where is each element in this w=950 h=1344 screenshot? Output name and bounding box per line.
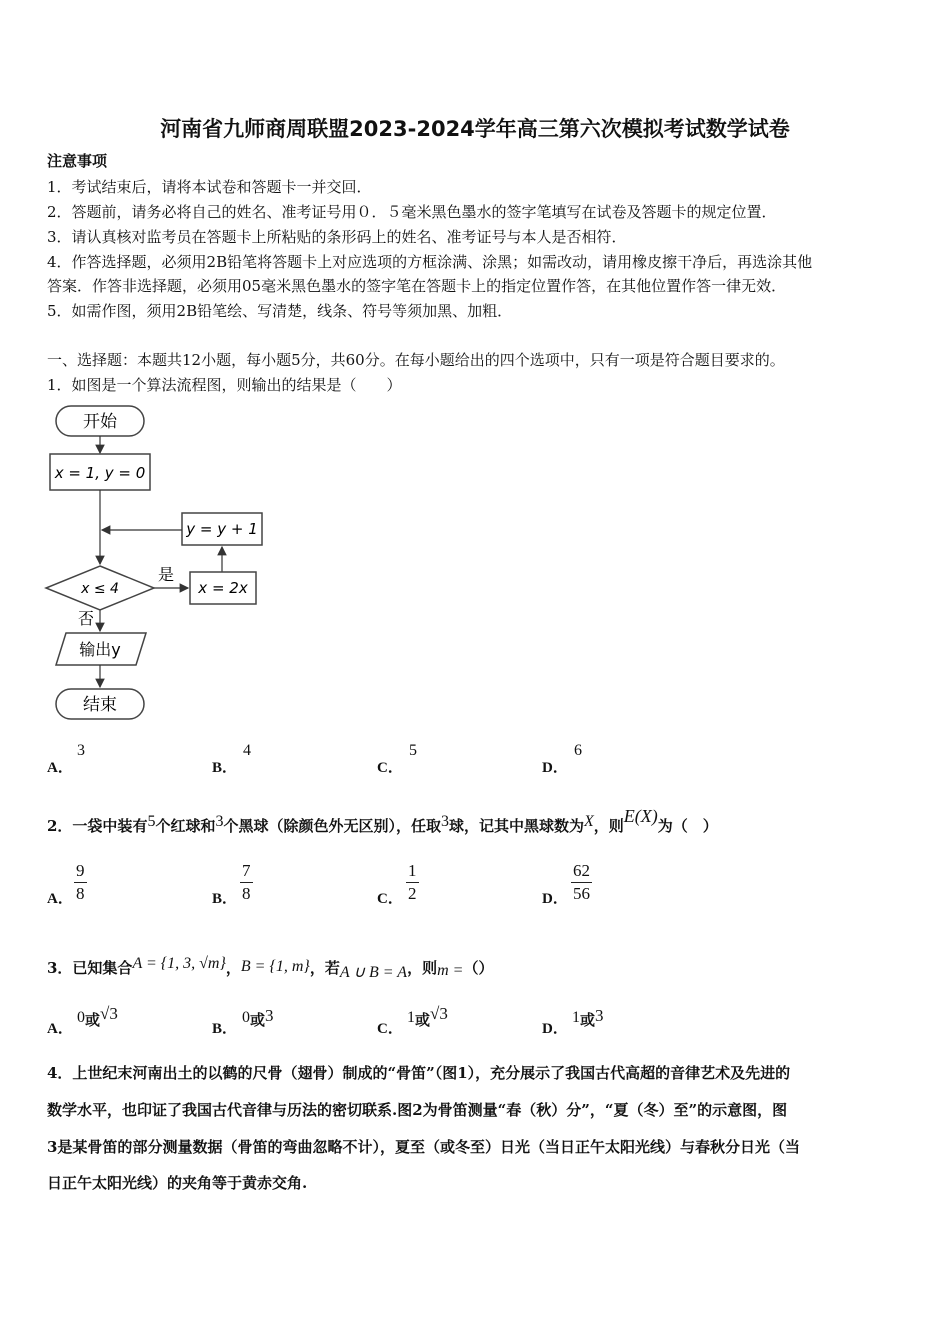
notice-heading: 注意事项 xyxy=(47,152,108,170)
q3-text-5: （） xyxy=(463,959,494,977)
q2-option-a-den: 8 xyxy=(76,884,85,903)
question-4-line-2: 数学水平，也印证了我国古代音律与历法的密切联系.图2为骨笛测量“春（秋）分”，“夏（冬）至”的示意图，图 xyxy=(47,1101,788,1119)
q3-option-b-or: 或 xyxy=(250,1011,266,1029)
notice-item-4: 4．作答选择题，必须用2B铅笔将答题卡上对应选项的方框涂满、涂黑；如需改动，请用橡皮擦干净后，再选涂其他 xyxy=(47,253,813,271)
q3-option-d-second: 3 xyxy=(595,1006,604,1025)
q2-text-1: 2．一袋中装有 xyxy=(47,817,148,835)
q3-option-c-letter: C． xyxy=(377,1021,403,1037)
question-2-stem xyxy=(47,806,718,837)
q2-option-b-num: 7 xyxy=(240,860,253,883)
q2-option-a-fraction xyxy=(74,860,87,905)
q3-option-d-first: 1 xyxy=(572,1009,580,1026)
q3-option-a xyxy=(77,1004,118,1030)
q1-option-d-letter: D． xyxy=(542,760,568,776)
q3-set-a: A = {1, 3, √m} xyxy=(132,955,226,972)
q1-option-d-value: 6 xyxy=(574,742,582,759)
q2-option-a-letter: A． xyxy=(47,891,73,907)
question-4-line-4: 日正午太阳光线）的夹角等于黄赤交角. xyxy=(47,1174,308,1192)
q3-text-2: ， xyxy=(225,959,241,977)
q2-option-a-num: 9 xyxy=(74,860,87,883)
notice-item-2: 2．答题前，请务必将自己的姓名、准考证号用０．５毫米黑色墨水的签字笔填写在试卷及答题卡的规定位置． xyxy=(47,203,777,221)
q3-option-b-letter: B． xyxy=(212,1021,238,1037)
q2-option-d-letter: D． xyxy=(542,891,568,907)
q2-text-6: 为（ ） xyxy=(657,817,718,835)
q2-text-4: 球，记其中黑球数为 xyxy=(448,817,584,835)
q3-option-c-first: 1 xyxy=(407,1009,415,1026)
flow-update-x-label: x = 2x xyxy=(198,579,248,597)
question-3-stem xyxy=(47,955,494,981)
question-1-stem: 1．如图是一个算法流程图，则输出的结果是（ ） xyxy=(47,376,402,394)
q2-num-take: 3 xyxy=(440,813,449,830)
q2-text-3: 个黑球（除颜色外无区别），任取 xyxy=(223,817,441,835)
q2-num-red: 5 xyxy=(147,813,156,830)
q2-option-c-den: 2 xyxy=(408,884,417,903)
q3-m: m = xyxy=(437,962,464,979)
flow-output-label: 输出y xyxy=(79,640,121,659)
flow-start-label: 开始 xyxy=(83,412,117,432)
q3-set-b: B = {1, m} xyxy=(240,958,310,975)
q3-option-a-second: √3 xyxy=(100,1004,118,1023)
q3-option-c-or: 或 xyxy=(415,1011,431,1029)
q2-text-2: 个红球和 xyxy=(155,817,216,835)
flow-yes-label: 是 xyxy=(157,565,175,584)
q1-option-a-value: 3 xyxy=(77,742,85,759)
notice-item-4-cont: 答案．作答非选择题，必须用05毫米黑色墨水的签字笔在答题卡上的指定位置作答，在其他位置作答一律无效． xyxy=(47,277,787,295)
q3-option-b xyxy=(242,1006,274,1030)
q3-text-1: 3．已知集合 xyxy=(47,959,133,977)
q2-var-x: X xyxy=(584,813,594,830)
flowchart xyxy=(40,402,280,722)
flow-update-y-label: y = y + 1 xyxy=(186,520,258,538)
q3-option-d-letter: D． xyxy=(542,1021,568,1037)
q1-option-c-letter: C． xyxy=(377,760,403,776)
q3-option-a-first: 0 xyxy=(77,1009,85,1026)
q3-condition: A ∪ B = A xyxy=(339,964,408,981)
section-heading: 一、选择题：本题共12小题，每小题5分，共60分。在每小题给出的四个选项中，只有一项是符合题目要求的。 xyxy=(47,351,785,369)
flow-init-label: x = 1, y = 0 xyxy=(54,464,146,482)
q2-option-b-den: 8 xyxy=(242,884,251,903)
notice-item-5: 5．如需作图，须用2B铅笔绘、写清楚，线条、符号等须加黑、加粗． xyxy=(47,302,513,320)
flow-no-label: 否 xyxy=(77,609,95,628)
q3-option-a-letter: A． xyxy=(47,1021,73,1037)
q2-num-black: 3 xyxy=(215,813,224,830)
q1-option-a-letter: A． xyxy=(47,760,73,776)
q2-text-5: ，则 xyxy=(593,817,624,835)
q2-option-c-num: 1 xyxy=(406,860,419,883)
q2-option-c-letter: C． xyxy=(377,891,403,907)
q3-text-3: ，若 xyxy=(309,959,340,977)
q1-option-c-value: 5 xyxy=(409,742,417,759)
q2-expectation: E(X) xyxy=(623,806,658,826)
q2-option-d-fraction xyxy=(571,860,592,905)
notice-item-3: 3．请认真核对监考员在答题卡上所粘贴的条形码上的姓名、准考证号与本人是否相符． xyxy=(47,228,627,246)
q2-option-c-fraction xyxy=(406,860,419,905)
page-title: 河南省九师商周联盟2023-2024学年高三第六次模拟考试数学试卷 xyxy=(160,117,790,141)
flow-end-label: 结束 xyxy=(83,695,117,715)
question-4-line-1: 4．上世纪末河南出土的以鹤的尺骨（翅骨）制成的“骨笛”（图1），充分展示了我国古代高超的音律艺术及先进的 xyxy=(47,1064,791,1082)
q3-option-b-first: 0 xyxy=(242,1009,250,1026)
q2-option-d-den: 56 xyxy=(573,884,590,903)
flow-decision-label: x ≤ 4 xyxy=(81,581,119,597)
q3-text-4: ，则 xyxy=(407,959,438,977)
q3-option-d xyxy=(572,1006,604,1030)
q3-option-c xyxy=(407,1004,448,1030)
notice-item-1: 1．考试结束后，请将本试卷和答题卡一并交回． xyxy=(47,178,372,196)
question-4-line-3: 3是某骨笛的部分测量数据（骨笛的弯曲忽略不计），夏至（或冬至）日光（当日正午太阳光线）与春秋分日光（当 xyxy=(47,1138,800,1156)
q3-option-c-second: √3 xyxy=(430,1004,448,1023)
q1-option-b-letter: B． xyxy=(212,760,238,776)
q3-option-d-or: 或 xyxy=(580,1011,596,1029)
q2-option-d-num: 62 xyxy=(571,860,592,883)
q3-option-b-second: 3 xyxy=(265,1006,274,1025)
q3-option-a-or: 或 xyxy=(85,1011,101,1029)
q2-option-b-letter: B． xyxy=(212,891,238,907)
q2-option-b-fraction xyxy=(240,860,253,905)
q1-option-b-value: 4 xyxy=(243,742,251,759)
